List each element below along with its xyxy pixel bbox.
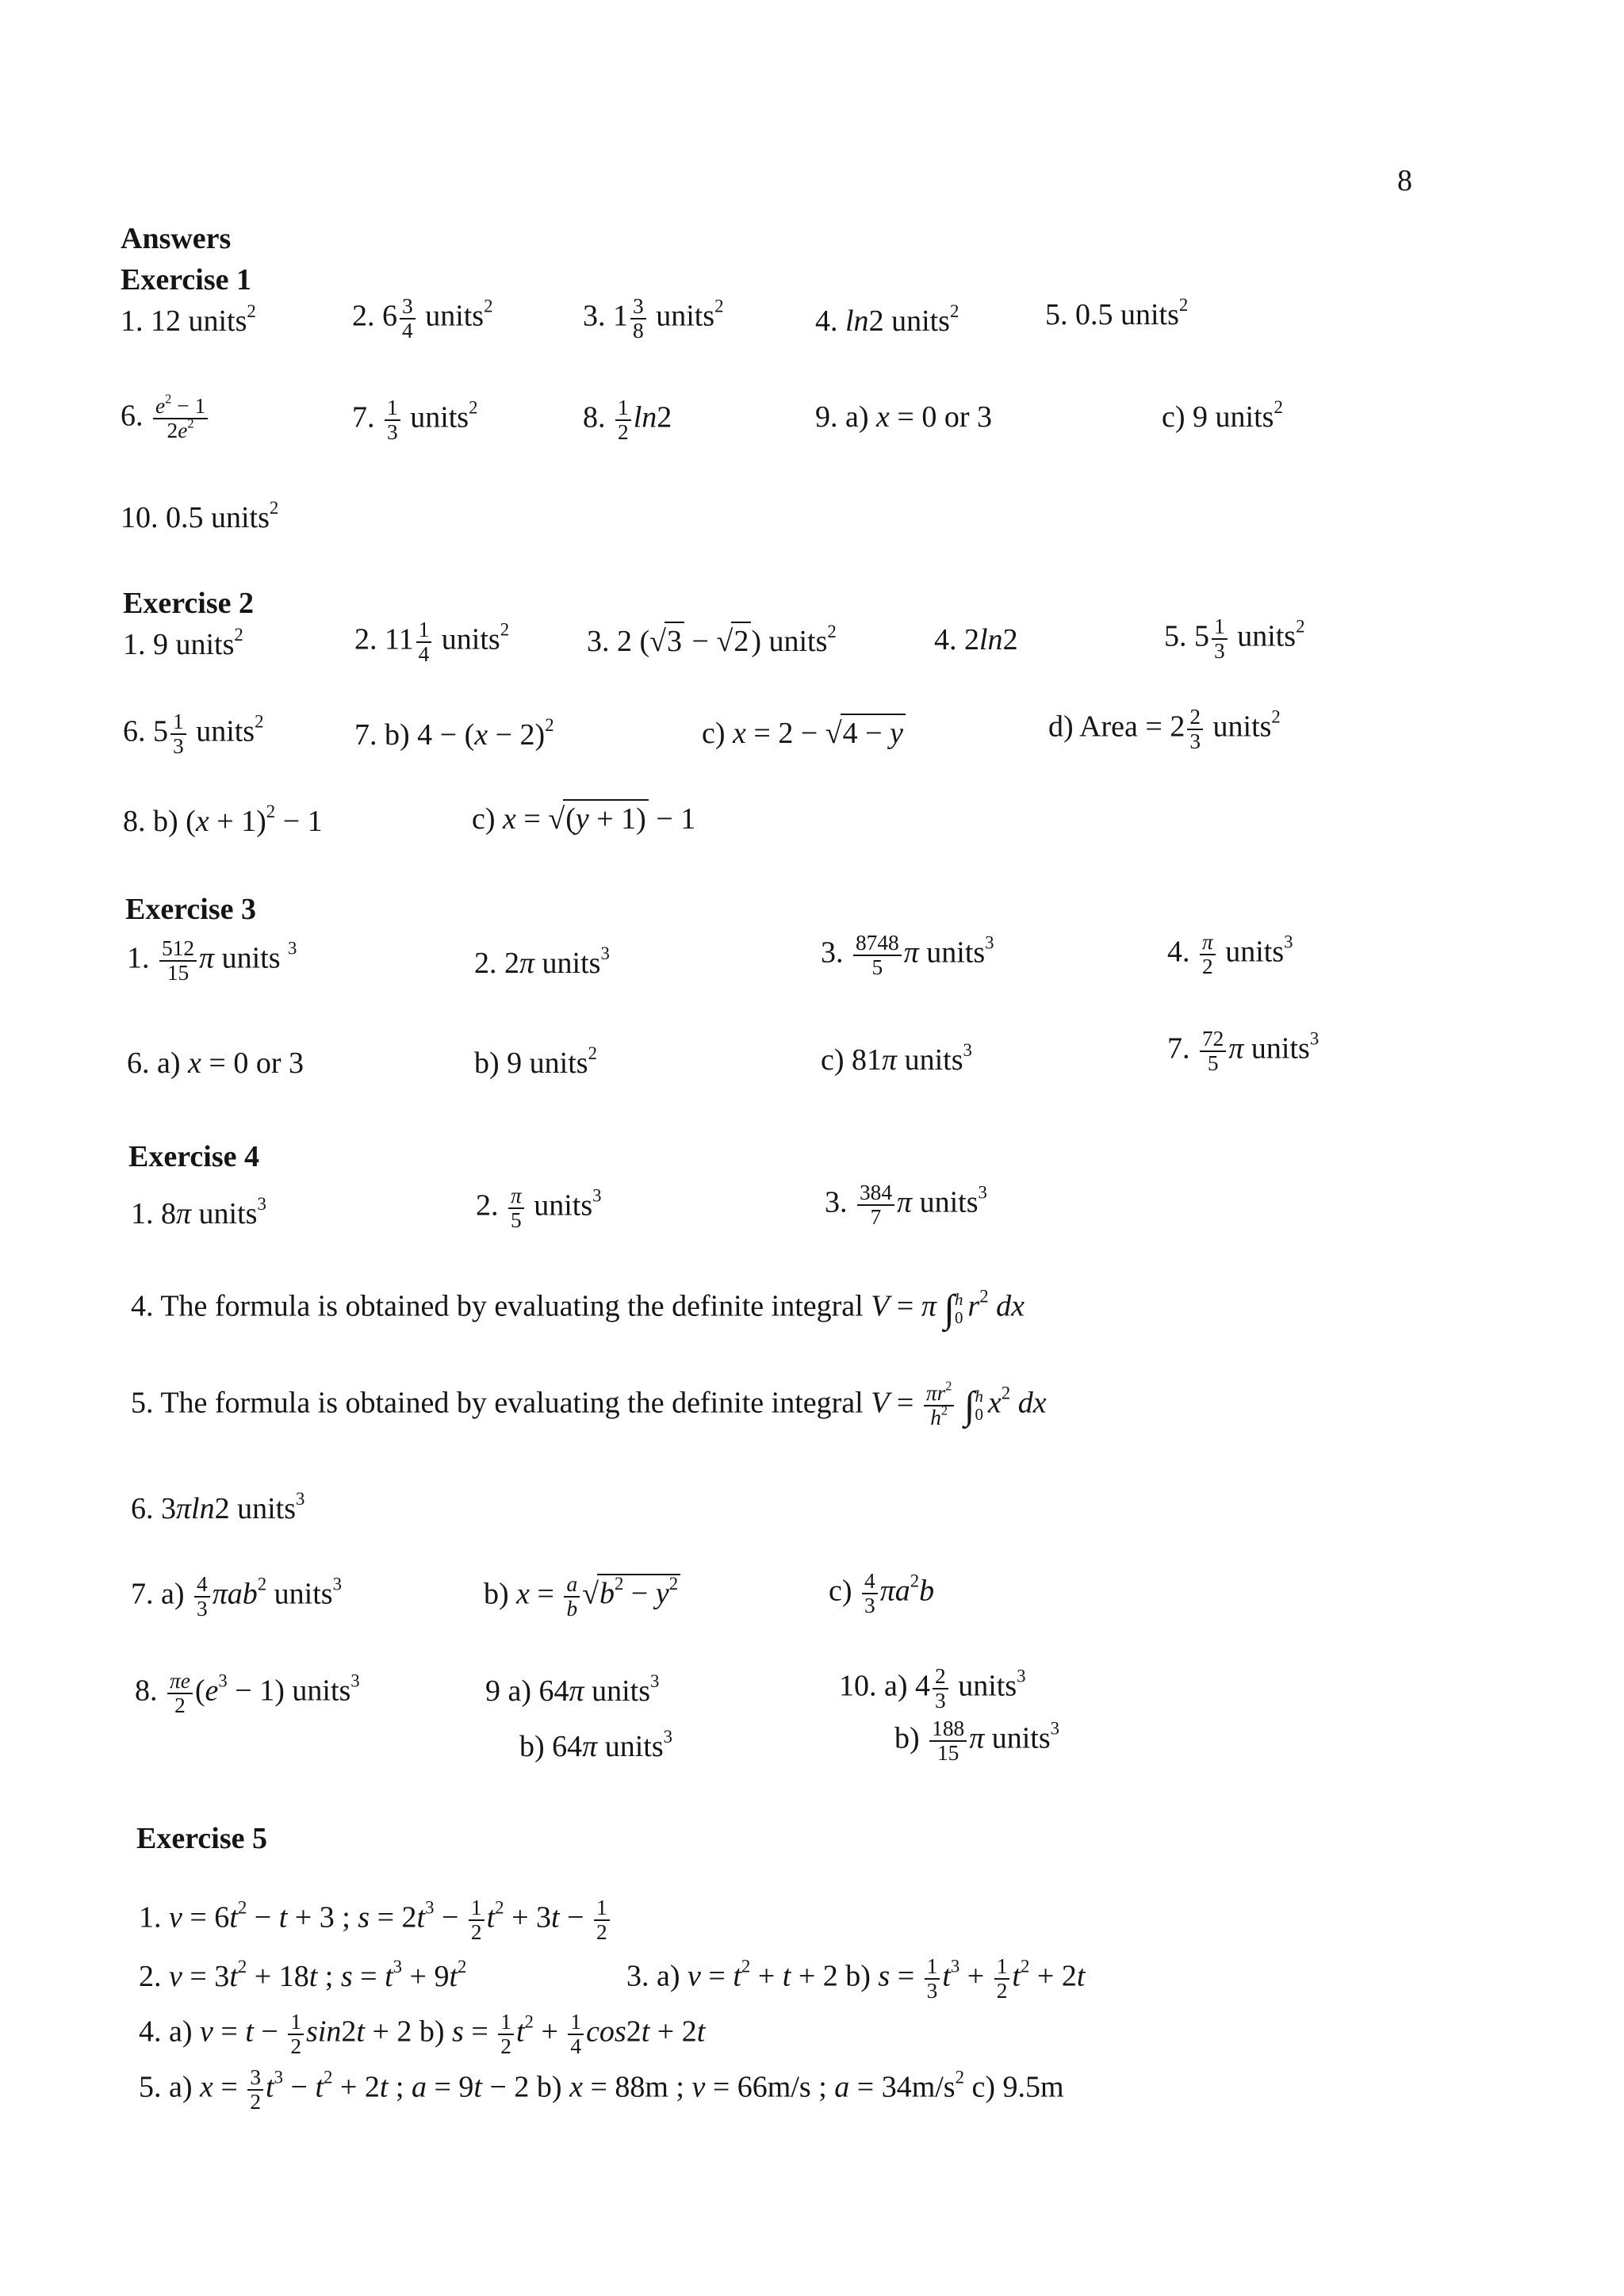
ex2-answer-7d: d) Area = 2 $\frac{2}{3}$ units$^2$ — [1048, 705, 1281, 753]
ex4-answer-7b: b) x = $\frac{a}{b}$ $√b^2 - y^2$ — [484, 1573, 680, 1620]
ex4-answer-5: 5. The formula is obtained by evaluating the definite integral V = $\frac{\pi r^2}{h^2}$ ∫ h 0 $x^2$ dx — [131, 1378, 1047, 1429]
ex1-answer-4: 4. ln2 units$^2$ — [815, 300, 959, 338]
ex4-answer-7c: c) $\frac{4}{3}$ $\pi a^2b$ — [829, 1569, 935, 1617]
ex4-answer-3: 3. $\frac{384}{7}$ π units$^3$ — [825, 1181, 987, 1229]
ex1-answer-10: 10. 0.5 units$^2$ — [121, 497, 279, 534]
ex2-answer-4: 4. 2ln2 — [934, 623, 1018, 656]
ex2-answer-8c: c) x = √(y + 1) − 1 — [472, 799, 695, 839]
ex1-answer-6: 6. $\frac{e^2 - 1}{2e^2}$ — [121, 395, 210, 442]
exercise-3-heading: Exercise 3 — [125, 893, 256, 926]
ex2-answer-8b: 8. b) $(x + 1)^2 - 1$ — [123, 801, 323, 838]
ex5-answer-4: 4. a) v = t − $\frac{1}{2}$ sin2t + 2 b) s = $\frac{1}{2}$ $t^2$ + $\frac{1}{4}$ cos2t + 2t — [139, 2010, 706, 2058]
ex5-answer-1: 1. $v = 6t^2 - t + 3$ ; $s = 2t^3$ − $\frac{1}{2}$ $t^2 + 3t$ − $\frac{1}{2}$ — [139, 1896, 612, 1943]
exercise-5-heading: Exercise 5 — [136, 1822, 267, 1855]
ex2-answer-5: 5. 5 $\frac{1}{3}$ units$^2$ — [1164, 614, 1305, 663]
ex1-answer-2: 2. 6 $\frac{3}{4}$ units$^2$ — [352, 294, 493, 342]
exercise-4-heading: Exercise 4 — [128, 1140, 259, 1173]
ex4-answer-10b: b) $\frac{188}{15}$ π units$^3$ — [894, 1716, 1060, 1765]
ex3-answer-6c: c) 81π units$^3$ — [821, 1039, 972, 1077]
page-number: 8 — [1397, 164, 1412, 197]
ex1-answer-9c: c) 9 units$^2$ — [1162, 396, 1283, 434]
ex1-answer-5: 5. 0.5 units$^2$ — [1045, 294, 1189, 331]
ex3-answer-4: 4. $\frac{\pi}{2}$ units$^3$ — [1167, 930, 1293, 978]
ex1-answer-7: 7. $\frac{1}{3}$ units$^2$ — [352, 396, 478, 444]
ex3-answer-6b: b) 9 units$^2$ — [474, 1043, 597, 1080]
ex3-answer-3: 3. $\frac{8748}{5}$ π units$^3$ — [821, 931, 994, 979]
ex3-answer-1: 1. $\frac{512}{15}$ π units $^3$ — [127, 936, 297, 985]
ex2-answer-7c: c) x = 2 − √4 − y — [702, 714, 906, 753]
exercise-2-heading: Exercise 2 — [123, 587, 254, 620]
ex1-answer-9a: 9. a) x = 0 or 3 — [815, 400, 992, 434]
ex1-answer-3: 3. 1 $\frac{3}{8}$ units$^2$ — [583, 294, 724, 342]
ex4-answer-2: 2. $\frac{\pi}{5}$ units$^3$ — [476, 1184, 602, 1232]
ex5-answer-3: 3. a) $v = t^2 + t + 2$ b) s = $\frac{1}{3}$ $t^3$ + $\frac{1}{2}$ $t^2 + 2t$ — [626, 1954, 1086, 2003]
ex5-answer-5: 5. a) x = $\frac{3}{2}$ $t^3 - t^2 + 2t$ ; a = 9t − 2 b) x = 88m ; v = 66m/s ; $a = 34m/s^2$ c) 9.5m — [139, 2065, 1064, 2114]
ex4-answer-8: 8. $\frac{\pi e}{2}$ $(e^3 - 1)$ units$^3$ — [135, 1669, 360, 1717]
ex4-answer-4: 4. The formula is obtained by evaluating the definite integral V = π ∫ h 0 $r^2$ dx — [131, 1286, 1025, 1330]
exercise-1-heading: Exercise 1 — [121, 263, 251, 297]
ex2-answer-2: 2. 11 $\frac{1}{4}$ units$^2$ — [354, 618, 510, 666]
ex2-answer-6: 6. 5 $\frac{1}{3}$ units$^2$ — [123, 710, 264, 758]
ex5-answer-2: 2. $v = 3t^2 + 18t$ ; $s = t^3 + 9t^2$ — [139, 1956, 467, 1993]
ex4-answer-1: 1. 8π units$^3$ — [131, 1193, 266, 1230]
ex3-answer-6a: 6. a) x = 0 or 3 — [127, 1047, 304, 1080]
ex2-answer-3: 3. 2 (√3 − √2) units$^2$ — [587, 622, 837, 661]
ex2-answer-1: 1. 9 units$^2$ — [123, 624, 243, 661]
ex4-answer-9a: 9 a) 64π units$^3$ — [485, 1670, 660, 1708]
ex4-answer-10a: 10. a) 4 $\frac{2}{3}$ units$^3$ — [839, 1664, 1026, 1712]
ex4-answer-6: 6. 3πln2 units$^3$ — [131, 1488, 305, 1525]
ex3-answer-2: 2. 2π units$^3$ — [474, 943, 610, 980]
ex3-answer-7: 7. $\frac{72}{5}$ π units$^3$ — [1167, 1027, 1320, 1075]
ex1-answer-8: 8. $\frac{1}{2}$ ln2 — [583, 396, 672, 444]
ex2-answer-7b: 7. b) $4 - (x - 2)^2$ — [354, 714, 554, 752]
answers-heading: Answers — [121, 222, 232, 255]
ex4-answer-7a: 7. a) $\frac{4}{3}$ πab$^2$ units$^3$ — [131, 1572, 342, 1621]
ex1-answer-1: 1. 12 units$^2$ — [121, 300, 256, 338]
ex4-answer-9b: b) 64π units$^3$ — [519, 1726, 673, 1763]
